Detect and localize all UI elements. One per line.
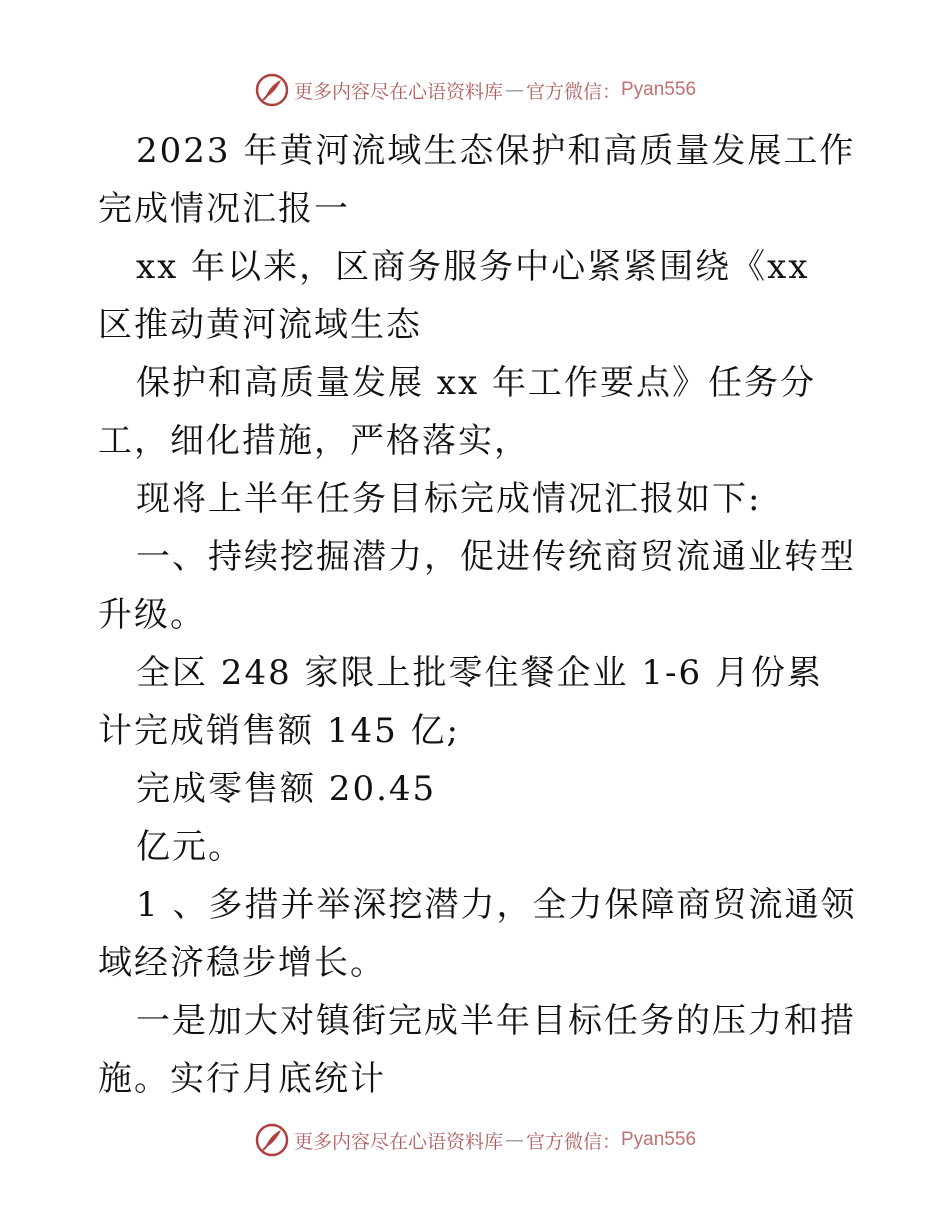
paragraph: xx 年以来，区商务服务中心紧紧围绕《xx 区推动黄河流域生态: [98, 247, 810, 345]
banner-text: 更多内容尽在心语资料库: [293, 80, 503, 103]
header-banner: [0, 70, 950, 110]
document-body: [98, 122, 858, 1108]
subsection-heading: 1 、多措并举深挖潜力，全力保障商贸流通领域经济稳步增长。: [98, 885, 857, 983]
paragraph-title: 2023 年黄河流域生态保护和高质量发展工作完成情况汇报一: [98, 131, 856, 229]
banner-wechat-label: 官方微信：: [525, 1130, 621, 1153]
banner-wechat-id: Pyan556: [621, 1129, 697, 1150]
paragraph: 完成零售额 20.45: [136, 769, 437, 809]
banner-separator: —: [504, 1129, 524, 1151]
paragraph: 现将上半年任务目标完成情况汇报如下:: [136, 479, 762, 519]
paragraph: 保护和高质量发展 xx 年工作要点》任务分工，细化措施，严格落实，: [98, 363, 816, 461]
banner-separator: —: [504, 79, 524, 101]
banner-wechat-label: 官方微信：: [525, 80, 621, 103]
paragraph: 亿元。: [136, 827, 244, 867]
quill-logo-icon: [254, 72, 290, 108]
banner-wechat-id: Pyan556: [621, 79, 697, 100]
footer-banner: [0, 1120, 950, 1160]
quill-logo-icon: [254, 1122, 290, 1158]
paragraph: 全区 248 家限上批零住餐企业 1-6 月份累计完成销售额 145 亿;: [98, 653, 823, 751]
paragraph: 一是加大对镇街完成半年目标任务的压力和措施。实行月底统计: [98, 1001, 856, 1099]
section-heading: 一、持续挖掘潜力，促进传统商贸流通业转型升级。: [98, 537, 856, 635]
banner-text: 更多内容尽在心语资料库: [293, 1130, 503, 1153]
